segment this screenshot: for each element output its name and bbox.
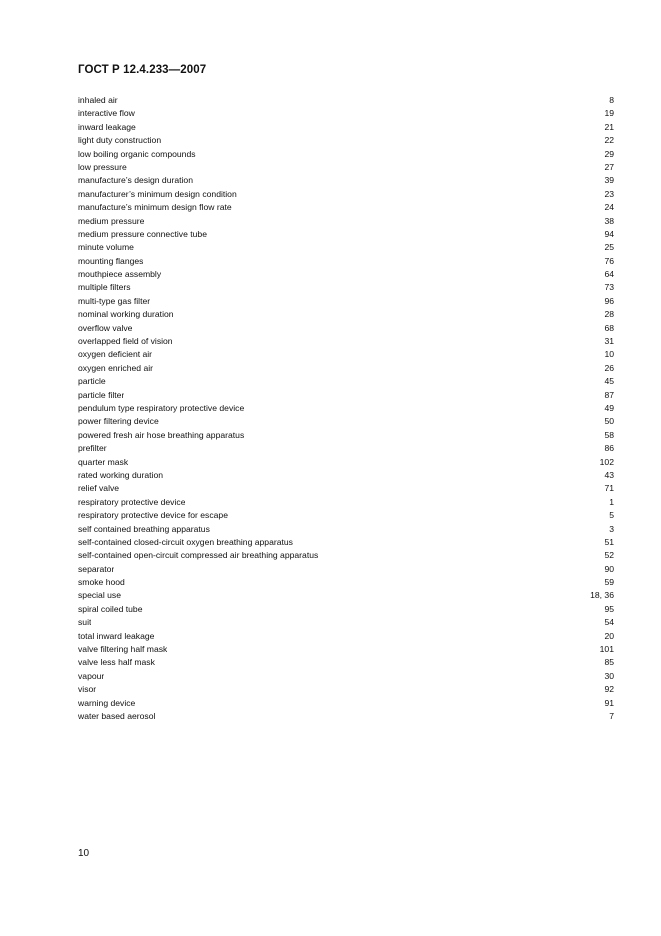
index-entry <box>78 496 614 509</box>
index-reference-number: 49 <box>604 402 614 413</box>
index-term: spiral coiled tube <box>78 603 143 614</box>
index-reference-number: 8 <box>609 95 614 105</box>
index-term: overflow valve <box>78 322 133 333</box>
index-term: light duty construction <box>78 135 162 146</box>
index-reference-number: 87 <box>604 389 614 400</box>
index-reference-number: 21 <box>604 121 614 132</box>
index-term: suit <box>78 617 92 628</box>
index-term: visor <box>78 684 97 695</box>
index-reference-number: 68 <box>604 322 614 333</box>
index-reference-number: 31 <box>604 336 614 347</box>
index-entry <box>78 536 614 549</box>
index-term: warning device <box>78 697 136 708</box>
index-reference-number: 10 <box>604 349 614 360</box>
index-entry <box>78 188 614 201</box>
index-reference-number: 7 <box>609 710 614 721</box>
index-entry <box>78 469 614 482</box>
index-entry <box>78 563 614 576</box>
index-term: low boiling organic compounds <box>78 148 196 159</box>
index-entry <box>78 121 614 134</box>
index-term: power filtering device <box>78 416 159 427</box>
index-reference-number: 73 <box>604 282 614 293</box>
index-reference-number: 76 <box>604 255 614 266</box>
index-entry <box>78 348 614 361</box>
index-term: separator <box>78 563 115 574</box>
index-term: special use <box>78 590 121 601</box>
index-term: valve filtering half mask <box>78 644 168 655</box>
index-reference-number: 102 <box>599 456 614 467</box>
index-term: manufacture’s design duration <box>78 175 193 186</box>
index-reference-number: 28 <box>604 309 614 320</box>
index-entry <box>78 228 614 241</box>
index-reference-number: 71 <box>604 483 614 494</box>
index-term: respiratory protective device <box>78 496 186 507</box>
index-entry <box>78 710 614 723</box>
index-term: particle <box>78 376 106 387</box>
index-term: mouthpiece assembly <box>78 269 162 280</box>
index-entry <box>78 589 614 602</box>
index-term: oxygen enriched air <box>78 362 154 373</box>
alphabetical-index <box>78 94 614 723</box>
index-reference-number: 51 <box>604 536 614 547</box>
index-entry <box>78 415 614 428</box>
index-entry <box>78 134 614 147</box>
index-entry <box>78 389 614 402</box>
index-term: self contained breathing apparatus <box>78 523 210 534</box>
index-entry <box>78 429 614 442</box>
index-term: overlapped field of vision <box>78 336 173 347</box>
index-term: water based aerosol <box>78 710 156 721</box>
index-entry <box>78 402 614 415</box>
index-entry <box>78 268 614 281</box>
index-term: inhaled air <box>78 95 118 105</box>
index-entry <box>78 523 614 536</box>
index-term: prefilter <box>78 443 107 454</box>
index-entry <box>78 456 614 469</box>
index-term: relief valve <box>78 483 120 494</box>
index-entry <box>78 375 614 388</box>
index-entry <box>78 683 614 696</box>
index-term: oxygen deficient air <box>78 349 153 360</box>
index-reference-number: 27 <box>604 161 614 172</box>
index-reference-number: 1 <box>609 496 614 507</box>
index-reference-number: 96 <box>604 295 614 306</box>
index-entry <box>78 281 614 294</box>
index-reference-number: 91 <box>604 697 614 708</box>
index-entry <box>78 201 614 214</box>
index-entry <box>78 616 614 629</box>
index-entry <box>78 549 614 562</box>
index-reference-number: 86 <box>604 443 614 454</box>
index-entry <box>78 643 614 656</box>
index-term: pendulum type respiratory protective device <box>78 402 245 413</box>
index-entry <box>78 442 614 455</box>
index-entry <box>78 482 614 495</box>
index-term: self-contained open-circuit compressed air breathing apparatus <box>78 550 319 561</box>
index-reference-number: 23 <box>604 188 614 199</box>
index-reference-number: 18, 36 <box>590 590 614 601</box>
index-entry <box>78 148 614 161</box>
index-term: respiratory protective device for escape <box>78 510 228 521</box>
index-entry <box>78 174 614 187</box>
index-term: low pressure <box>78 161 127 172</box>
index-reference-number: 29 <box>604 148 614 159</box>
index-reference-number: 20 <box>604 630 614 641</box>
index-reference-number: 3 <box>609 523 614 534</box>
index-entry <box>78 255 614 268</box>
index-entry <box>78 241 614 254</box>
index-entry <box>78 322 614 335</box>
index-reference-number: 5 <box>609 510 614 521</box>
index-reference-number: 38 <box>604 215 614 226</box>
index-reference-number: 59 <box>604 577 614 588</box>
index-entry <box>78 161 614 174</box>
index-reference-number: 45 <box>604 376 614 387</box>
index-reference-number: 25 <box>604 242 614 253</box>
index-term: rated working duration <box>78 469 164 480</box>
index-term: total inward leakage <box>78 630 155 641</box>
index-term: inward leakage <box>78 121 136 132</box>
index-term: manufacture’s minimum design flow rate <box>78 202 232 213</box>
index-term: smoke hood <box>78 577 125 588</box>
index-reference-number: 39 <box>604 175 614 186</box>
index-reference-number: 19 <box>604 108 614 119</box>
index-term: manufacturer’s minimum design condition <box>78 188 237 199</box>
index-term: nominal working duration <box>78 309 174 320</box>
index-entry <box>78 107 614 120</box>
index-reference-number: 94 <box>604 228 614 239</box>
index-entry <box>78 308 614 321</box>
index-term: particle filter <box>78 389 125 400</box>
index-entry <box>78 295 614 308</box>
index-term: valve less half mask <box>78 657 155 668</box>
page-number: 10 <box>78 848 90 859</box>
index-entry <box>78 603 614 616</box>
index-reference-number: 92 <box>604 684 614 695</box>
index-term: medium pressure connective tube <box>78 228 207 239</box>
index-entry <box>78 670 614 683</box>
index-reference-number: 26 <box>604 362 614 373</box>
index-entry <box>78 509 614 522</box>
index-term: multiple filters <box>78 282 131 293</box>
index-reference-number: 52 <box>604 550 614 561</box>
index-reference-number: 30 <box>604 670 614 681</box>
index-entry <box>78 335 614 348</box>
index-reference-number: 95 <box>604 603 614 614</box>
index-term: medium pressure <box>78 215 145 226</box>
index-reference-number: 22 <box>604 135 614 146</box>
index-reference-number: 50 <box>604 416 614 427</box>
index-entry <box>78 697 614 710</box>
document-header: ГОСТ Р 12.4.233—2007 <box>78 64 207 76</box>
index-entry <box>78 215 614 228</box>
index-term: mounting flanges <box>78 255 144 266</box>
index-reference-number: 58 <box>604 429 614 440</box>
index-entry <box>78 630 614 643</box>
index-term: quarter mask <box>78 456 129 467</box>
index-entry <box>78 576 614 589</box>
index-reference-number: 64 <box>604 269 614 280</box>
index-term: self-contained closed-circuit oxygen breathing apparatus <box>78 536 293 547</box>
index-entry <box>78 94 614 107</box>
index-reference-number: 43 <box>604 469 614 480</box>
index-term: minute volume <box>78 242 134 253</box>
index-reference-number: 54 <box>604 617 614 628</box>
index-reference-number: 90 <box>604 563 614 574</box>
index-reference-number: 24 <box>604 202 614 213</box>
index-reference-number: 85 <box>604 657 614 668</box>
index-term: powered fresh air hose breathing apparatus <box>78 429 245 440</box>
index-term: interactive flow <box>78 108 135 119</box>
index-term: vapour <box>78 670 105 681</box>
index-entry <box>78 656 614 669</box>
index-entry <box>78 362 614 375</box>
index-reference-number: 101 <box>599 644 614 655</box>
index-term: multi-type gas filter <box>78 295 151 306</box>
